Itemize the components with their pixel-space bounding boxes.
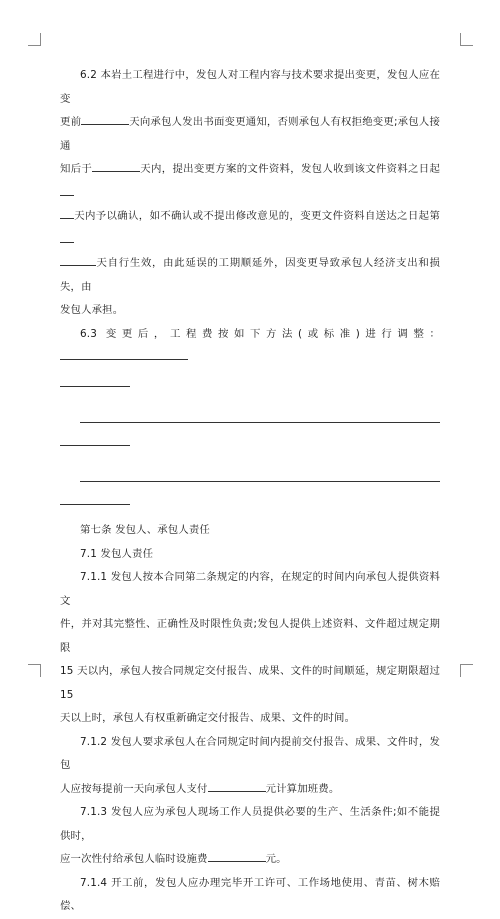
fill-in-blank[interactable] [60,231,74,243]
clause-text: 天内予以确认，如不确认或不提出修改意见的，变更文件资料自送达之日起第 [74,210,440,222]
clause-text: 6.3 变更后，工程费按如下方法(或标准)进行调整： [80,327,440,340]
spacer [60,393,440,405]
crop-mark-bottom-right [460,664,473,677]
fill-in-line[interactable] [60,405,440,429]
clause-6-2-line-6 [60,299,440,323]
clause-7-1-1-line-1 [60,566,440,613]
clause-7-1-title [60,543,440,567]
clause-6-2-line-1 [60,64,440,111]
crop-mark-top-left [28,33,41,46]
fill-in-blank[interactable] [60,207,74,219]
fill-in-line[interactable] [60,464,440,488]
clause-6-2-line-4 [60,205,440,252]
fill-in-blank[interactable] [208,850,266,862]
clause-7-1-4-line-1 [60,872,440,919]
clause-text: 7.1.2 发包人要求承包人在合同规定时间内提前交付报告、成果、文件时，发包 [60,735,440,771]
fill-in-blank[interactable] [60,254,96,266]
clause-text: 7.1.4 开工前，发包人应办理完毕开工许可、工作场地使用、青苗、树木赔偿、 [60,876,440,912]
clause-6-2-line-5 [60,252,440,299]
fill-in-line[interactable] [60,370,440,394]
clause-6-3-line-1 [60,323,440,370]
clause-7-1-3-line-1 [60,801,440,848]
clause-text: 7.1.3 发包人应为承包人现场工作人员提供必要的生产、生活条件;如不能提供时， [60,806,440,842]
article-7-title [60,519,440,543]
clause-text: 应一次性付给承包人临时设施费 [60,853,208,865]
clause-text: 15 天以内，承包人按合同规定交付报告、成果、文件的时间顺延，规定期限超过 15 [60,665,440,701]
clause-7-1-3-line-2 [60,848,440,872]
clause-7-1-1-line-3 [60,660,440,707]
clause-text: 件，并对其完整性、正确性及时限性负责;发包人提供上述资料、文件超过规定期限 [60,618,440,654]
clause-text: 6.2 本岩土工程进行中，发包人对工程内容与技术要求提出变更，发包人应在变 [60,69,440,105]
crop-mark-bottom-left [28,664,41,677]
clause-7-1-1-line-4 [60,707,440,731]
fill-in-blank[interactable] [60,348,188,360]
clause-text: 发包人承担。 [60,304,124,316]
clause-text: 天自行生效，由此延误的工期顺延外，因变更导致承包人经济支出和损失，由 [60,257,440,293]
clause-text: 7.1.1 发包人按本合同第二条规定的内容，在规定的时间内向承包人提供资料文 [60,571,440,607]
clause-text: 天内，提出变更方案的文件资料，发包人收到该文件资料之日起 [140,163,441,175]
clause-text: 人应按每提前一天向承包人支付 [60,782,208,795]
clause-7-1-2-line-2 [60,778,440,802]
clause-text: 元。 [265,853,287,865]
clause-text: 更前 [60,116,82,128]
fill-in-blank[interactable] [208,780,266,792]
fill-in-line[interactable] [60,429,440,453]
document-body [60,64,440,919]
spacer [60,511,440,519]
clause-7-1-1-line-2 [60,613,440,660]
article-heading: 第七条 发包人、承包人责任 [80,524,210,536]
crop-mark-top-right [460,33,473,46]
clause-text: 知后于 [60,163,93,175]
fill-in-blank[interactable] [60,184,74,196]
clause-6-2-line-3 [60,158,440,205]
clause-text: 天向承包人发出书面变更通知，否则承包人有权拒绝变更;承包人接通 [60,116,440,152]
clause-7-1-2-line-1 [60,731,440,778]
clause-text: 天以上时，承包人有权重新确定交付报告、成果、文件的时间。 [60,712,356,724]
spacer [60,452,440,464]
section-heading: 7.1 发包人责任 [80,547,154,560]
fill-in-line[interactable] [60,488,440,512]
clause-text: 元计算加班费。 [265,782,340,795]
clause-6-2-line-2 [60,111,440,158]
fill-in-blank[interactable] [81,113,129,125]
fill-in-blank[interactable] [92,160,140,172]
